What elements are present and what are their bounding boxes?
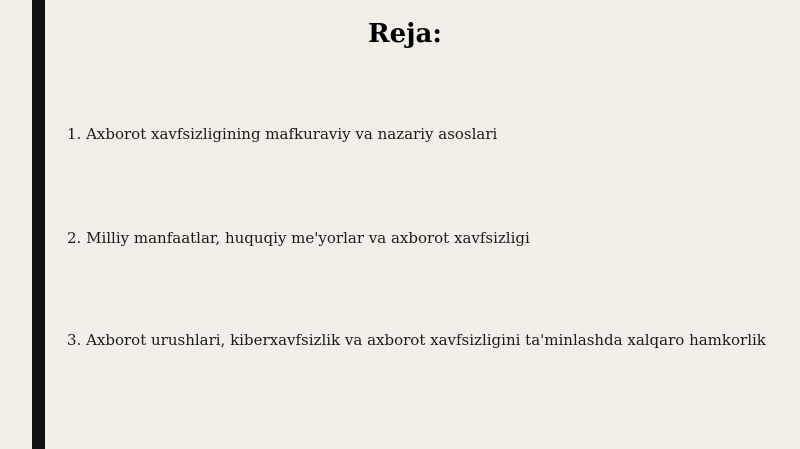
plan-item-3: 3. Axborot urushlari, kiberxavfsizlik va axborot xavfsizligini ta'minlashda xalqaro hamkorlik [67, 331, 766, 349]
slide-title: Reja: [367, 19, 442, 49]
plan-item-1: 1. Axborot xavfsizligining mafkuraviy va nazariy asoslari [67, 125, 498, 143]
left-accent-bar [32, 0, 45, 449]
plan-item-2: 2. Milliy manfaatlar, huquqiy me'yorlar va axborot xavfsizligi [67, 229, 530, 247]
